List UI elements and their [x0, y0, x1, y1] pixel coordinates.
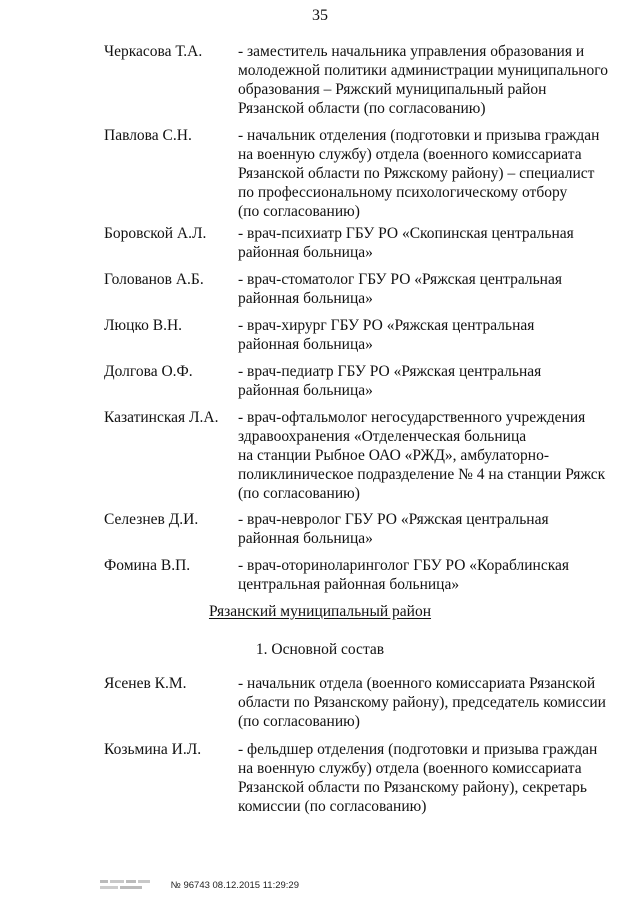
member-role-line: образования – Ряжский муниципальный район [238, 81, 547, 98]
member-role-line: на станции Рыбное ОАО «РЖД», амбулаторно- [238, 447, 549, 464]
member-role-line: районная больница» [238, 290, 373, 307]
member-role [238, 362, 618, 400]
member-role-line: - врач-оториноларинголог ГБУ РО «Кораблинская [238, 557, 570, 574]
member-role-line: - начальник отдела (военного комиссариата Рязанской [238, 675, 596, 692]
member-role-line: (по согласованию) [238, 713, 360, 730]
member-role-line: поликлиническое подразделение № 4 на станции Ряжск [238, 466, 606, 483]
registration-stamp-icon [100, 878, 162, 892]
member-role-line: центральная районная больница» [238, 576, 460, 593]
member-role [238, 126, 618, 221]
member-role-line: - врач-невролог ГБУ РО «Ряжская центральная [238, 511, 549, 528]
member-name: Казатинская Л.А. [104, 409, 219, 426]
member-name: Люцко В.Н. [104, 317, 183, 334]
member-role-line: районная больница» [238, 244, 373, 261]
member-role [238, 316, 618, 354]
member-role-line: (по согласованию) [238, 485, 360, 502]
section-heading [0, 602, 640, 621]
member-role-line: комиссии (по согласованию) [238, 798, 427, 815]
member-name: Фомина В.П. [104, 557, 191, 574]
member-name: Голованов А.Б. [104, 271, 204, 288]
member-name: Селезнев Д.И. [104, 511, 199, 528]
member-role-line: здравоохранения «Отделенческая больница [238, 428, 527, 445]
member-name: Долгова О.Ф. [104, 363, 193, 380]
subsection-heading: 1. Основной состав [255, 641, 385, 658]
member-role [238, 510, 618, 548]
member-role [238, 674, 618, 731]
member-role-line: районная больница» [238, 382, 373, 399]
member-name: Боровской А.Л. [104, 225, 207, 242]
member-role-line: Рязанской области по Ряжскому району) – специалист [238, 165, 595, 182]
member-role-line: районная больница» [238, 336, 373, 353]
page-number: 35 [312, 7, 328, 24]
member-role-line: - врач-стоматолог ГБУ РО «Ряжская центральная [238, 271, 562, 288]
member-role [238, 408, 618, 503]
member-role [238, 42, 618, 118]
member-role-line: районная больница» [238, 530, 373, 547]
member-role-line: (по согласованию) [238, 203, 360, 220]
member-role-line: на военную службу) отдела (военного комиссариата [238, 146, 582, 163]
member-role-line: - врач-педиатр ГБУ РО «Ряжская центральная [238, 363, 542, 380]
member-name: Павлова С.Н. [104, 127, 192, 144]
member-name: Козьмина И.Л. [104, 741, 202, 758]
member-role-line: - врач-хирург ГБУ РО «Ряжская центральная [238, 317, 535, 334]
member-name: Ясенев К.М. [104, 675, 187, 692]
member-role-line: - заместитель начальника управления образования и [238, 43, 585, 60]
member-role-line: области по Рязанскому району), председатель комиссии [238, 694, 606, 711]
member-role-line: молодежной политики администрации муниципального [238, 62, 609, 79]
document-footer [100, 876, 299, 895]
member-role [238, 270, 618, 308]
member-role-line: по профессиональному психологическому отбору [238, 184, 568, 201]
member-role [238, 740, 618, 816]
member-role-line: Рязанской области (по согласованию) [238, 100, 486, 117]
member-role-line: - фельдшер отделения (подготовки и призыва граждан [238, 741, 598, 758]
member-role-line: - начальник отделения (подготовки и призыва граждан [238, 127, 600, 144]
footer-registration-text: № 96743 08.12.2015 11:29:29 [170, 880, 299, 891]
member-role-line: на военную службу) отдела (военного комиссариата [238, 760, 582, 777]
section-title: Рязанский муниципальный район [208, 603, 432, 620]
member-role-line: - врач-офтальмолог негосударственного учреждения [238, 409, 586, 426]
member-role [238, 224, 618, 262]
member-role-line: - врач-психиатр ГБУ РО «Скопинская центральная [238, 225, 574, 242]
member-role-line: Рязанской области по Рязанскому району), секретарь [238, 779, 587, 796]
member-role [238, 556, 618, 594]
member-name: Черкасова Т.А. [104, 43, 203, 60]
